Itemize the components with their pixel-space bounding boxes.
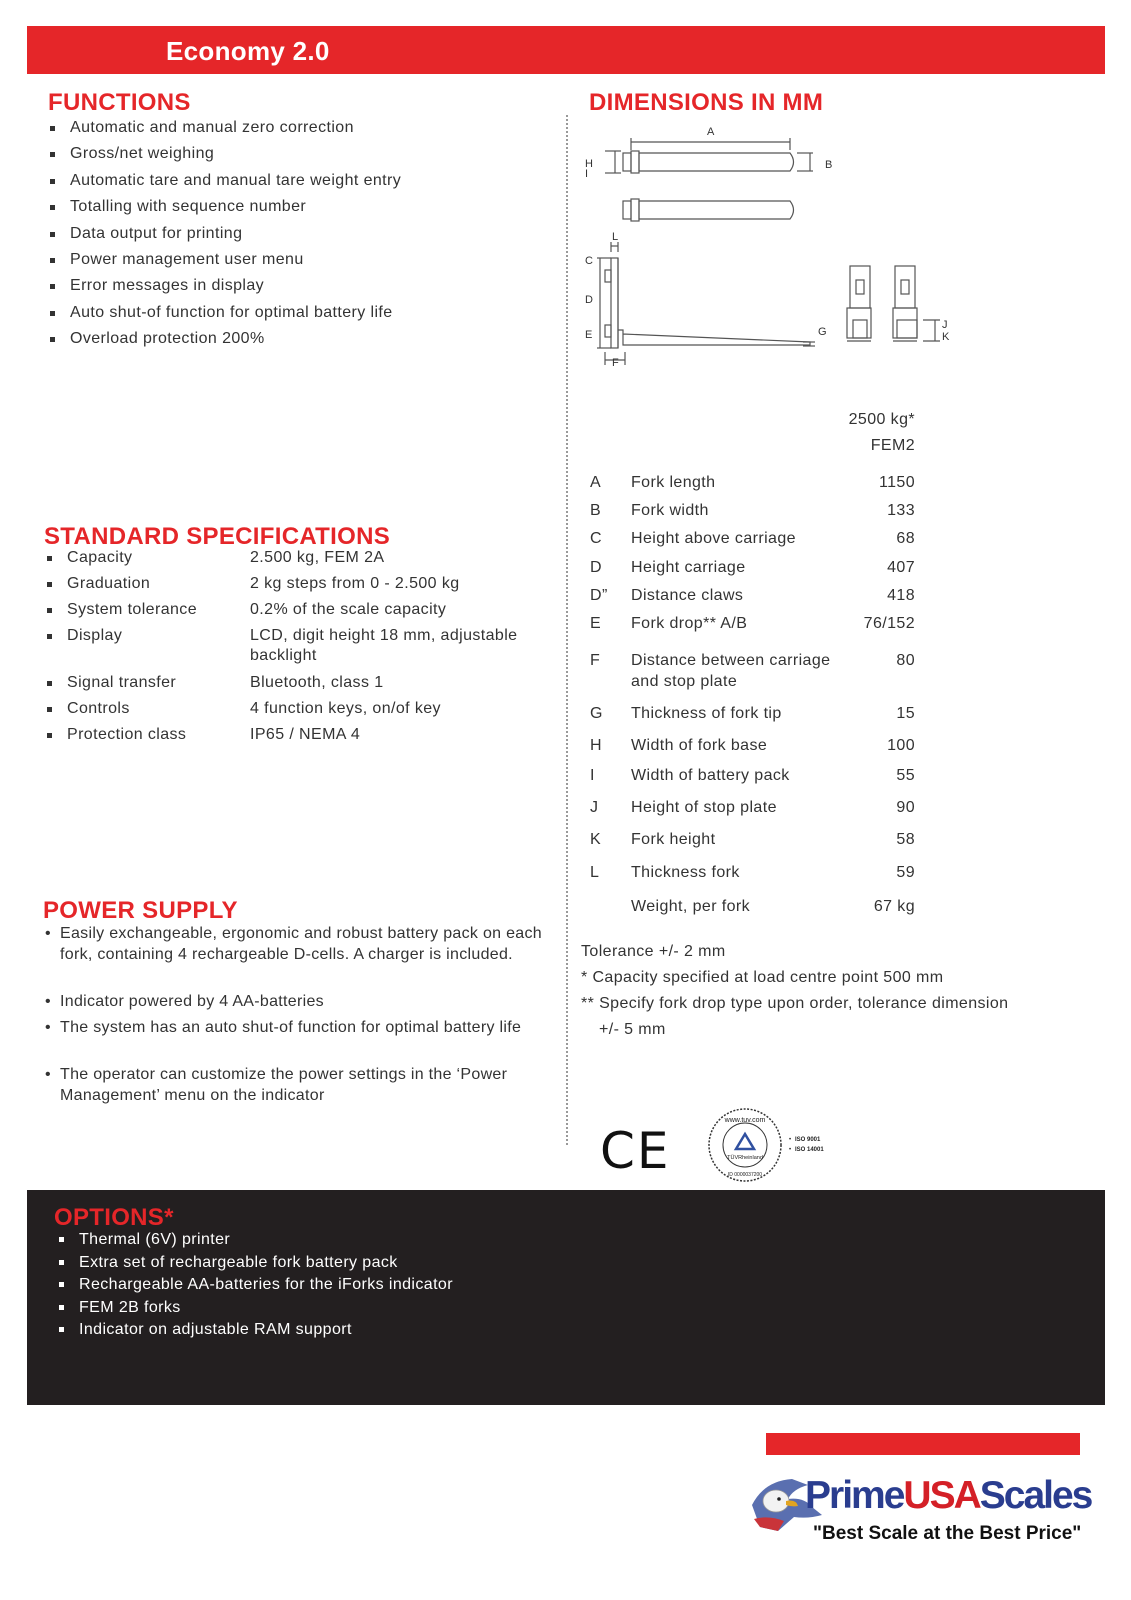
diagram-label-k: K bbox=[942, 331, 950, 343]
list-item: Extra set of rechargeable fork battery pack bbox=[57, 1253, 453, 1276]
brand-name-prime: Prime bbox=[805, 1474, 904, 1517]
list-item: Overload protection 200% bbox=[48, 329, 401, 355]
power-item-text: Easily exchangeable, ergonomic and robust battery pack on each fork, containing 4 rechargeable D-cells. A charger is included. bbox=[60, 925, 542, 963]
svg-text:•: • bbox=[789, 1147, 792, 1153]
footer-accent-bar bbox=[766, 1433, 1080, 1455]
list-item: Error messages in display bbox=[48, 276, 401, 302]
spec-key: Controls bbox=[67, 700, 130, 717]
brand-tagline: "Best Scale at the Best Price" bbox=[813, 1523, 1082, 1544]
svg-text:•: • bbox=[789, 1137, 792, 1143]
spec-value: 0.2% of the scale capacity bbox=[250, 601, 447, 618]
functions-list bbox=[48, 118, 401, 356]
iso-14001: ISO 14001 bbox=[795, 1147, 824, 1153]
tuv-name: TÜVRheinland bbox=[727, 1155, 763, 1161]
diagram-label-a: A bbox=[707, 126, 715, 138]
diagram-label-f: F bbox=[612, 357, 619, 369]
list-item: Gross/net weighing bbox=[48, 144, 401, 170]
diagram-label-i: I bbox=[585, 168, 589, 180]
specifications-title: STANDARD SPECIFICATIONS bbox=[44, 523, 391, 550]
list-item: FEM 2B forks bbox=[57, 1298, 453, 1321]
diagram-label-d: D bbox=[585, 294, 593, 306]
fork-drop-note-cont: +/- 5 mm bbox=[599, 1021, 666, 1038]
spec-key: Graduation bbox=[67, 575, 151, 592]
fork-drop-note: ** Specify fork drop type upon order, tolerance dimension bbox=[581, 995, 1009, 1012]
diagram-label-j: J bbox=[942, 319, 948, 331]
list-item: Data output for printing bbox=[48, 224, 401, 250]
spec-value: 2 kg steps from 0 - 2.500 kg bbox=[250, 575, 460, 592]
power-item-text: Indicator powered by 4 AA-batteries bbox=[60, 993, 324, 1010]
spec-key: Display bbox=[67, 627, 123, 644]
brand-name-usa: USA bbox=[903, 1474, 980, 1517]
spec-value: 4 function keys, on/of key bbox=[250, 700, 441, 717]
capacity-header: 2500 kg* bbox=[848, 411, 915, 428]
tolerance-note: Tolerance +/- 2 mm bbox=[581, 943, 726, 960]
list-item: Power management user menu bbox=[48, 250, 401, 276]
page-title: Economy 2.0 bbox=[166, 36, 330, 66]
options-list bbox=[57, 1230, 453, 1343]
column-divider bbox=[566, 115, 568, 1145]
spec-key: System tolerance bbox=[67, 601, 198, 618]
spec-key: Signal transfer bbox=[67, 674, 177, 691]
brand-logo bbox=[805, 1476, 1091, 1515]
tuv-id: ID 0000037200 bbox=[727, 1172, 763, 1178]
diagram-label-e: E bbox=[585, 329, 593, 341]
tuv-certification-seal bbox=[705, 1105, 845, 1185]
list-item: Automatic and manual zero correction bbox=[48, 118, 401, 144]
tuv-url: www.tuv.com bbox=[724, 1117, 766, 1124]
fork-dimension-diagram bbox=[585, 120, 985, 380]
spec-value: LCD, digit height 18 mm, adjustable backlight bbox=[250, 627, 518, 664]
brand-name-scales: Scales bbox=[979, 1474, 1092, 1517]
capacity-note: * Capacity specified at load centre point 500 mm bbox=[581, 969, 944, 986]
list-item: Rechargeable AA-batteries for the iForks indicator bbox=[57, 1275, 453, 1298]
functions-title: FUNCTIONS bbox=[48, 89, 191, 116]
power-item-text: The operator can customize the power settings in the ‘Power Management’ menu on the indicator bbox=[60, 1066, 508, 1104]
list-item: Automatic tare and manual tare weight entry bbox=[48, 171, 401, 197]
fem-header: FEM2 bbox=[870, 437, 915, 454]
diagram-label-g: G bbox=[818, 326, 827, 338]
spec-key: Capacity bbox=[67, 549, 133, 566]
options-title: OPTIONS* bbox=[54, 1204, 174, 1231]
diagram-label-h: H bbox=[585, 158, 593, 170]
iso-9001: ISO 9001 bbox=[795, 1137, 821, 1143]
list-item: Totalling with sequence number bbox=[48, 197, 401, 223]
spec-value: 2.500 kg, FEM 2A bbox=[250, 549, 385, 566]
power-item-text: The system has an auto shut-of function for optimal battery life bbox=[60, 1019, 522, 1036]
list-item: Indicator on adjustable RAM support bbox=[57, 1320, 453, 1343]
list-item: Auto shut-of function for optimal battery life bbox=[48, 303, 401, 329]
diagram-label-b: B bbox=[825, 159, 833, 171]
power-supply-title: POWER SUPPLY bbox=[43, 897, 238, 924]
diagram-label-l: L bbox=[612, 231, 619, 243]
ce-mark: CE bbox=[600, 1122, 671, 1180]
list-item: Thermal (6V) printer bbox=[57, 1230, 453, 1253]
diagram-label-c: C bbox=[585, 255, 593, 267]
spec-value: IP65 / NEMA 4 bbox=[250, 726, 361, 743]
spec-value: Bluetooth, class 1 bbox=[250, 674, 384, 691]
spec-key: Protection class bbox=[67, 726, 187, 743]
dimensions-title: DIMENSIONS IN MM bbox=[589, 89, 824, 116]
